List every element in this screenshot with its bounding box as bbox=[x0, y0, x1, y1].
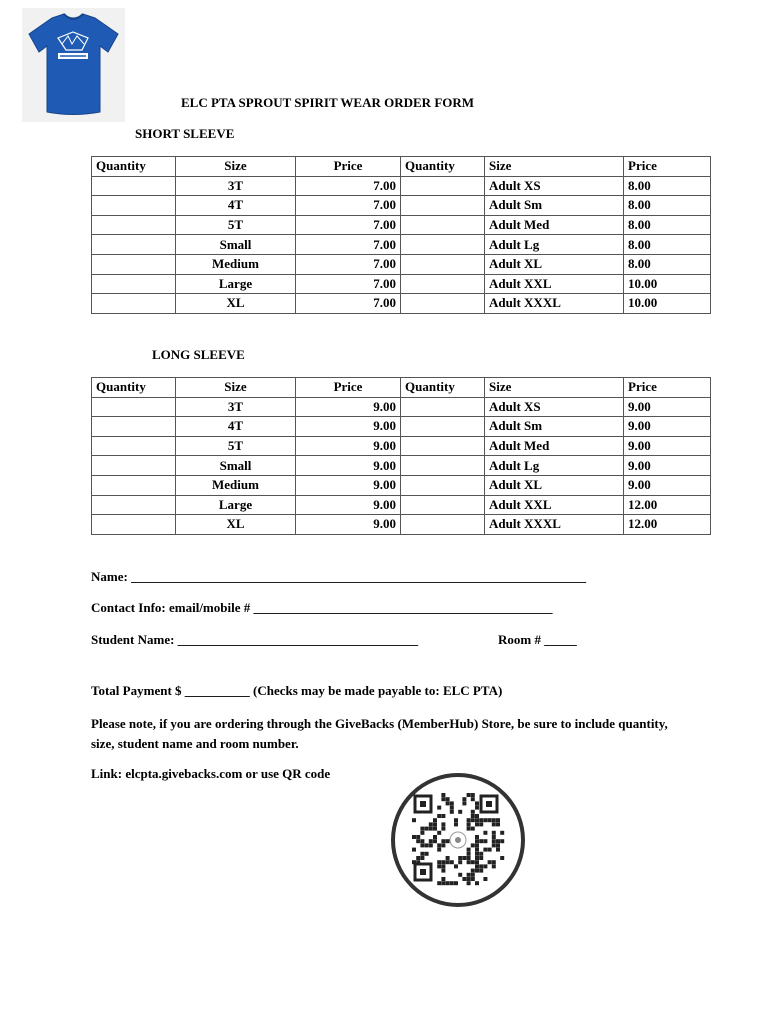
header-size: Size bbox=[485, 378, 624, 398]
adult-quantity-cell[interactable] bbox=[401, 417, 485, 437]
kid-price-cell: 7.00 bbox=[296, 196, 401, 216]
kid-price-cell: 9.00 bbox=[296, 495, 401, 515]
short-sleeve-table bbox=[91, 156, 711, 314]
total-payment-field[interactable]: Total Payment $ __________ (Checks may be made payable to: ELC PTA) bbox=[91, 683, 503, 698]
table-row bbox=[92, 397, 711, 417]
room-number-field[interactable]: Room # _____ bbox=[498, 632, 577, 647]
table-header-row bbox=[92, 157, 711, 177]
kid-size-cell: Medium bbox=[176, 254, 296, 274]
adult-price-cell: 9.00 bbox=[624, 397, 711, 417]
kid-quantity-cell[interactable] bbox=[92, 436, 176, 456]
kid-quantity-cell[interactable] bbox=[92, 456, 176, 476]
kid-price-cell: 9.00 bbox=[296, 456, 401, 476]
store-link[interactable]: Link: elcpta.givebacks.com or use QR code bbox=[91, 766, 331, 781]
kid-quantity-cell[interactable] bbox=[92, 254, 176, 274]
adult-quantity-cell[interactable] bbox=[401, 475, 485, 495]
adult-price-cell: 8.00 bbox=[624, 235, 711, 255]
kid-size-cell: Large bbox=[176, 274, 296, 294]
kid-quantity-cell[interactable] bbox=[92, 215, 176, 235]
adult-quantity-cell[interactable] bbox=[401, 456, 485, 476]
adult-price-cell: 9.00 bbox=[624, 456, 711, 476]
adult-quantity-cell[interactable] bbox=[401, 436, 485, 456]
kid-size-cell: 5T bbox=[176, 436, 296, 456]
header-quantity: Quantity bbox=[401, 378, 485, 398]
adult-price-cell: 8.00 bbox=[624, 196, 711, 216]
adult-price-cell: 8.00 bbox=[624, 215, 711, 235]
adult-price-cell: 9.00 bbox=[624, 417, 711, 437]
long-sleeve-table bbox=[91, 377, 711, 535]
kid-price-cell: 9.00 bbox=[296, 397, 401, 417]
kid-quantity-cell[interactable] bbox=[92, 515, 176, 535]
kid-price-cell: 7.00 bbox=[296, 215, 401, 235]
kid-size-cell: 3T bbox=[176, 176, 296, 196]
form-title: ELC PTA SPROUT SPIRIT WEAR ORDER FORM bbox=[181, 95, 475, 110]
adult-quantity-cell[interactable] bbox=[401, 274, 485, 294]
kid-quantity-cell[interactable] bbox=[92, 397, 176, 417]
kid-size-cell: Large bbox=[176, 495, 296, 515]
kid-price-cell: 7.00 bbox=[296, 274, 401, 294]
adult-size-cell: Adult XXXL bbox=[485, 294, 624, 314]
header-price: Price bbox=[624, 157, 711, 177]
table-header-row bbox=[92, 378, 711, 398]
kid-price-cell: 9.00 bbox=[296, 515, 401, 535]
kid-quantity-cell[interactable] bbox=[92, 196, 176, 216]
adult-price-cell: 8.00 bbox=[624, 254, 711, 274]
adult-price-cell: 8.00 bbox=[624, 176, 711, 196]
kid-quantity-cell[interactable] bbox=[92, 176, 176, 196]
kid-size-cell: 4T bbox=[176, 196, 296, 216]
kid-quantity-cell[interactable] bbox=[92, 475, 176, 495]
adult-size-cell: Adult Sm bbox=[485, 417, 624, 437]
table-row bbox=[92, 235, 711, 255]
adult-size-cell: Adult XXXL bbox=[485, 515, 624, 535]
table-row bbox=[92, 176, 711, 196]
kid-quantity-cell[interactable] bbox=[92, 495, 176, 515]
adult-price-cell: 10.00 bbox=[624, 274, 711, 294]
kid-quantity-cell[interactable] bbox=[92, 417, 176, 437]
contact-info-field[interactable]: Contact Info: email/mobile # ______________________________________________ bbox=[91, 600, 553, 615]
adult-price-cell: 12.00 bbox=[624, 515, 711, 535]
table-row bbox=[92, 196, 711, 216]
kid-size-cell: Medium bbox=[176, 475, 296, 495]
table-row bbox=[92, 215, 711, 235]
header-quantity: Quantity bbox=[401, 157, 485, 177]
kid-price-cell: 7.00 bbox=[296, 254, 401, 274]
header-size: Size bbox=[485, 157, 624, 177]
tshirt-image bbox=[22, 8, 125, 122]
adult-size-cell: Adult Lg bbox=[485, 456, 624, 476]
table-row bbox=[92, 515, 711, 535]
header-price: Price bbox=[296, 378, 401, 398]
kid-price-cell: 9.00 bbox=[296, 417, 401, 437]
adult-size-cell: Adult XS bbox=[485, 176, 624, 196]
table-row bbox=[92, 495, 711, 515]
student-name-field[interactable]: Student Name: _____________________________________ bbox=[91, 632, 419, 647]
table-row bbox=[92, 475, 711, 495]
adult-quantity-cell[interactable] bbox=[401, 495, 485, 515]
kid-size-cell: Small bbox=[176, 456, 296, 476]
adult-size-cell: Adult XXL bbox=[485, 274, 624, 294]
adult-quantity-cell[interactable] bbox=[401, 254, 485, 274]
adult-size-cell: Adult Lg bbox=[485, 235, 624, 255]
kid-quantity-cell[interactable] bbox=[92, 235, 176, 255]
header-price: Price bbox=[624, 378, 711, 398]
kid-price-cell: 7.00 bbox=[296, 176, 401, 196]
kid-size-cell: XL bbox=[176, 515, 296, 535]
adult-size-cell: Adult XL bbox=[485, 475, 624, 495]
table-row bbox=[92, 417, 711, 437]
adult-quantity-cell[interactable] bbox=[401, 294, 485, 314]
table-row bbox=[92, 294, 711, 314]
header-quantity: Quantity bbox=[92, 378, 176, 398]
adult-quantity-cell[interactable] bbox=[401, 397, 485, 417]
kid-size-cell: 4T bbox=[176, 417, 296, 437]
table-row bbox=[92, 274, 711, 294]
adult-quantity-cell[interactable] bbox=[401, 515, 485, 535]
table-row bbox=[92, 436, 711, 456]
name-field[interactable]: Name: ______________________________________________________________________ bbox=[91, 569, 587, 584]
kid-price-cell: 9.00 bbox=[296, 475, 401, 495]
adult-quantity-cell[interactable] bbox=[401, 196, 485, 216]
header-price: Price bbox=[296, 157, 401, 177]
table-row bbox=[92, 254, 711, 274]
kid-size-cell: 5T bbox=[176, 215, 296, 235]
adult-quantity-cell[interactable] bbox=[401, 235, 485, 255]
adult-price-cell: 10.00 bbox=[624, 294, 711, 314]
qr-code-icon[interactable] bbox=[390, 772, 526, 908]
ordering-note: Please note, if you are ordering through the GiveBacks (MemberHub) Store, be sure to include quantity, size, student name and room number. bbox=[91, 716, 668, 751]
kid-price-cell: 9.00 bbox=[296, 436, 401, 456]
adult-quantity-cell[interactable] bbox=[401, 176, 485, 196]
adult-size-cell: Adult Med bbox=[485, 215, 624, 235]
short-sleeve-label: SHORT SLEEVE bbox=[135, 126, 235, 141]
kid-price-cell: 7.00 bbox=[296, 235, 401, 255]
header-quantity: Quantity bbox=[92, 157, 176, 177]
adult-price-cell: 9.00 bbox=[624, 475, 711, 495]
header-size: Size bbox=[176, 157, 296, 177]
kid-price-cell: 7.00 bbox=[296, 294, 401, 314]
table-row bbox=[92, 456, 711, 476]
kid-quantity-cell[interactable] bbox=[92, 294, 176, 314]
kid-size-cell: 3T bbox=[176, 397, 296, 417]
adult-size-cell: Adult XL bbox=[485, 254, 624, 274]
adult-quantity-cell[interactable] bbox=[401, 215, 485, 235]
adult-size-cell: Adult XXL bbox=[485, 495, 624, 515]
adult-size-cell: Adult Med bbox=[485, 436, 624, 456]
kid-size-cell: XL bbox=[176, 294, 296, 314]
adult-size-cell: Adult Sm bbox=[485, 196, 624, 216]
kid-quantity-cell[interactable] bbox=[92, 274, 176, 294]
adult-price-cell: 9.00 bbox=[624, 436, 711, 456]
adult-size-cell: Adult XS bbox=[485, 397, 624, 417]
header-size: Size bbox=[176, 378, 296, 398]
kid-size-cell: Small bbox=[176, 235, 296, 255]
long-sleeve-label: LONG SLEEVE bbox=[152, 347, 245, 362]
adult-price-cell: 12.00 bbox=[624, 495, 711, 515]
